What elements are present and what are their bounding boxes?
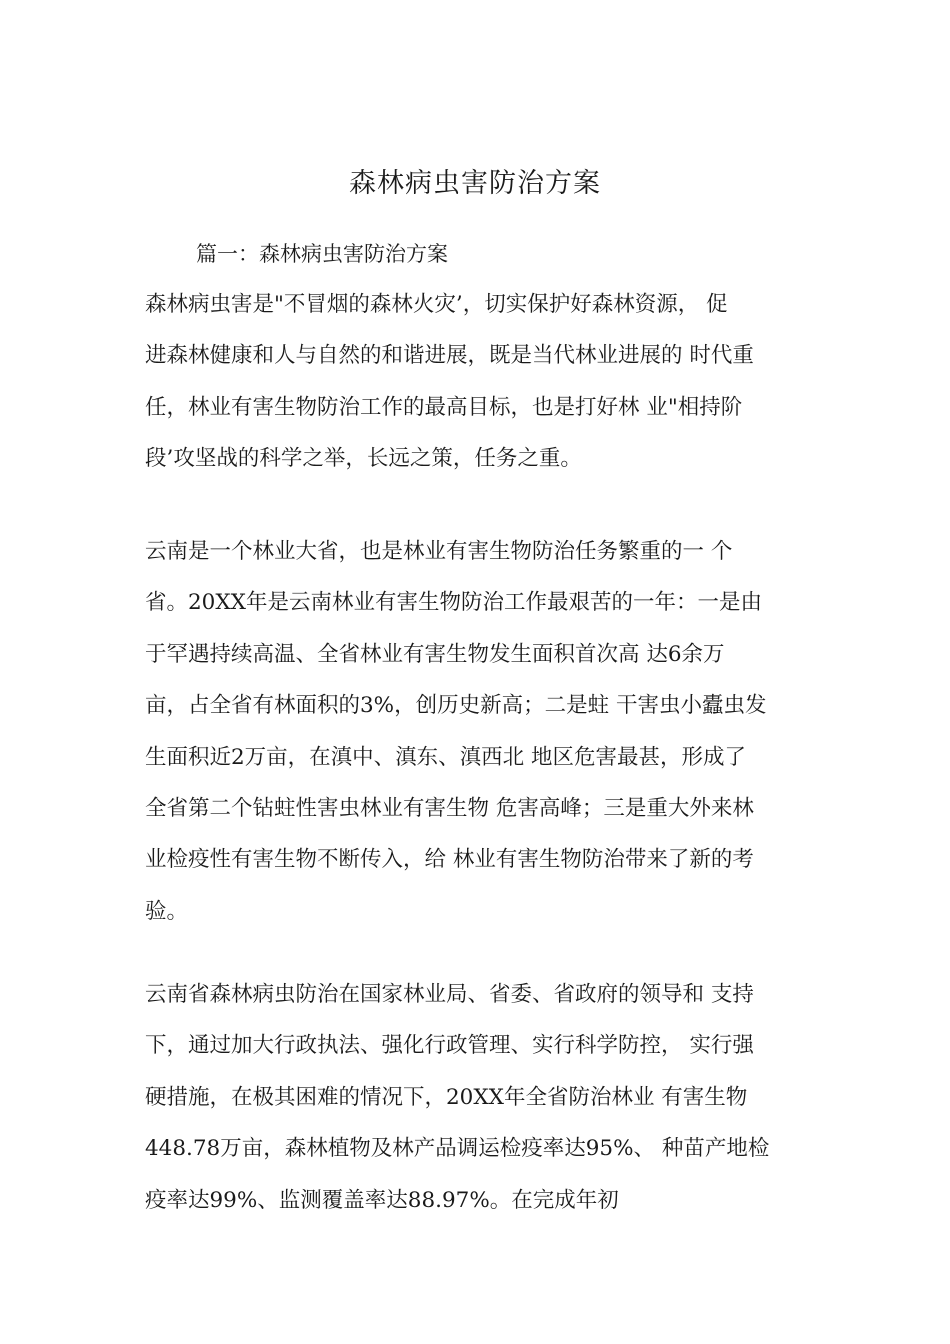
paragraph-2 [145,526,835,937]
paragraph-line: 疫率达99%、监测覆盖率达88.97%。在完成年初 [145,1187,619,1213]
paragraph-line: 云南是一个林业大省，也是林业有害生物防治任务繁重的一 个 [145,539,733,564]
paragraph-line: 全省第二个钻蛀性害虫林业有害生物 危害高峰；三是重大外来林 [145,795,754,821]
section-subtitle: 篇一：森林病虫害防治方案 [196,242,448,266]
paragraph-line: 业检疫性有害生物不断传入，给 林业有害生物防治带来了新的考 [145,847,754,873]
paragraph-line: 云南省森林病虫防治在国家林业局、省委、省政府的领导和 支持 [145,982,754,1007]
paragraph-line: 段’攻坚战的科学之举，长远之策，任务之重。 [145,446,582,472]
paragraph-line: 进森林健康和人与自然的和谐进展，既是当代林业进展的 时代重 [145,343,754,369]
paragraph-line: 448.78万亩，森林植物及林产品调运检疫率达95%、 种苗产地检 [145,1136,770,1162]
paragraph-1 [145,279,835,485]
paragraph-line: 验。 [145,898,189,924]
paragraph-line: 森林病虫害是"不冒烟的森林火灾’，切实保护好森林资源， 促 [145,292,728,317]
paragraph-3 [145,969,835,1226]
document-title: 森林病虫害防治方案 [349,168,601,199]
paragraph-line: 下，通过加大行政执法、强化行政管理、实行科学防控， 实行强 [145,1033,754,1059]
paragraph-line: 生面积近2万亩，在滇中、滇东、滇西北 地区危害最甚，形成了 [145,744,747,770]
paragraph-line: 任，林业有害生物防治工作的最高目标，也是打好林 业"相持阶 [145,394,743,420]
paragraph-line: 硬措施，在极其困难的情况下，20XX年全省防治林业 有害生物 [145,1084,748,1110]
paragraph-line: 亩，占全省有林面积的3%，创历史新高；二是蛀 干害虫小蠹虫发 [145,693,767,719]
paragraph-line: 于罕遇持续高温、全省林业有害生物发生面积首次高 达6余万 [145,641,725,667]
paragraph-line: 省。20XX年是云南林业有害生物防治工作最艰苦的一年：一是由 [145,590,762,616]
